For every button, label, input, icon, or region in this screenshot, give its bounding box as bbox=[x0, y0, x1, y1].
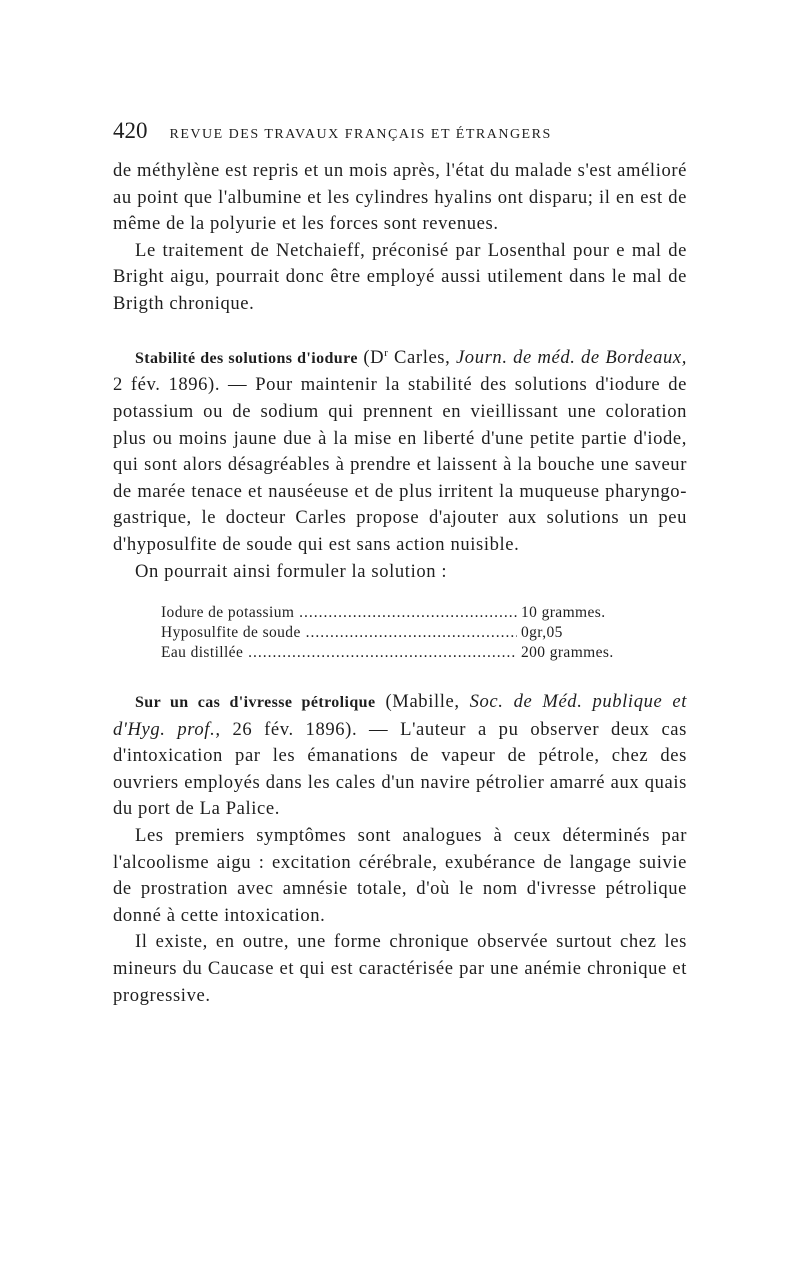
reference-date: 2 fév. 1896). — bbox=[113, 374, 256, 396]
reference-superscript: r bbox=[384, 346, 389, 359]
reference-journal: Journ. de méd. de Bordeaux, bbox=[455, 346, 687, 368]
paragraph: de méthylène est repris et un mois après, l'état du malade s'est amélioré au point que l'albumine et les cylindres hyalins ont disparu; il en est de même de la polyurie et les forces sont revenues. bbox=[113, 160, 687, 235]
ingredient-quantity: 10 grammes. bbox=[521, 604, 606, 622]
ingredient-quantity: 200 grammes. bbox=[521, 644, 614, 662]
formula-table bbox=[161, 603, 631, 663]
paragraph: Les premiers symptômes sont analogues à ceux déterminés par l'alcoolisme aigu : excitation cérébrale, exubérance de langage suivie de prostration avec amnésie totale, d'où le nom d'ivresse pétrolique donné à cette intoxication. bbox=[113, 825, 687, 926]
reference-journal: Soc. de Méd. publique et d'Hyg. prof., bbox=[113, 691, 688, 740]
ingredient-quantity: 0gr,05 bbox=[521, 624, 563, 642]
formula-row bbox=[161, 623, 631, 643]
article-petrole bbox=[113, 689, 687, 1009]
reference-author: Carles, bbox=[388, 346, 456, 368]
running-header bbox=[113, 118, 687, 144]
ingredient-name: Hyposulfite de soude ..... bbox=[161, 623, 517, 643]
paragraph: Le traitement de Netchaieff, préconisé par Losenthal pour e mal de Bright aigu, pourrait donc être employé aussi utilement dans le mal de Brigth chronique. bbox=[113, 239, 687, 314]
book-page bbox=[113, 118, 687, 1009]
reference-text: (D bbox=[357, 346, 385, 368]
section-title: Sur un cas d'ivresse pétrolique bbox=[135, 694, 376, 712]
paragraph: Il existe, en outre, une forme chronique observée surtout chez les mineurs du Caucase et qui est caractérisée par une anémie chronique et progressive. bbox=[113, 931, 687, 1006]
article-iodure bbox=[113, 340, 687, 664]
lead-in: On pourrait ainsi formuler la solution : bbox=[135, 560, 448, 582]
ingredient-name: Eau distillée ..... bbox=[161, 643, 517, 663]
article-paragraph bbox=[113, 689, 687, 823]
ingredient-name: Iodure de potassium ..... bbox=[161, 603, 517, 623]
section-title: Stabilité des solutions d'iodure bbox=[135, 349, 358, 367]
reference-date: 26 fév. 1896). — bbox=[220, 718, 401, 740]
running-title: REVUE DES TRAVAUX FRANÇAIS ET ÉTRANGERS bbox=[169, 127, 552, 142]
article-body: L'auteur a pu observer deux cas d'intoxication par les émanations de vapeur de pétrole, chez des ouvriers employés dans les cales d'un navire pétrolier amarré aux quais du port de La Palice. bbox=[113, 718, 687, 820]
article-body: Pour maintenir la stabilité des solutions d'iodure de potassium ou de sodium qui prennent en vieillissant une coloration plus ou moins jaune due à la mise en liberté d'une petite partie d'iode, qui sont alors désagréables à prendre et laissent à la bouche une saveur de marée tenace et nauséeuse et de plus irritent la muqueuse pharyngo-gastrique, le docteur Carles propose d'ajouter aux solutions un peu d'hyposulfite de soude qui est sans action nuisible. bbox=[113, 374, 687, 555]
article-paragraph bbox=[113, 340, 687, 559]
page-number: 420 bbox=[113, 118, 148, 143]
formula-row bbox=[161, 643, 631, 663]
reference-author: (Mabille, bbox=[375, 691, 470, 713]
formula-row bbox=[161, 603, 631, 623]
